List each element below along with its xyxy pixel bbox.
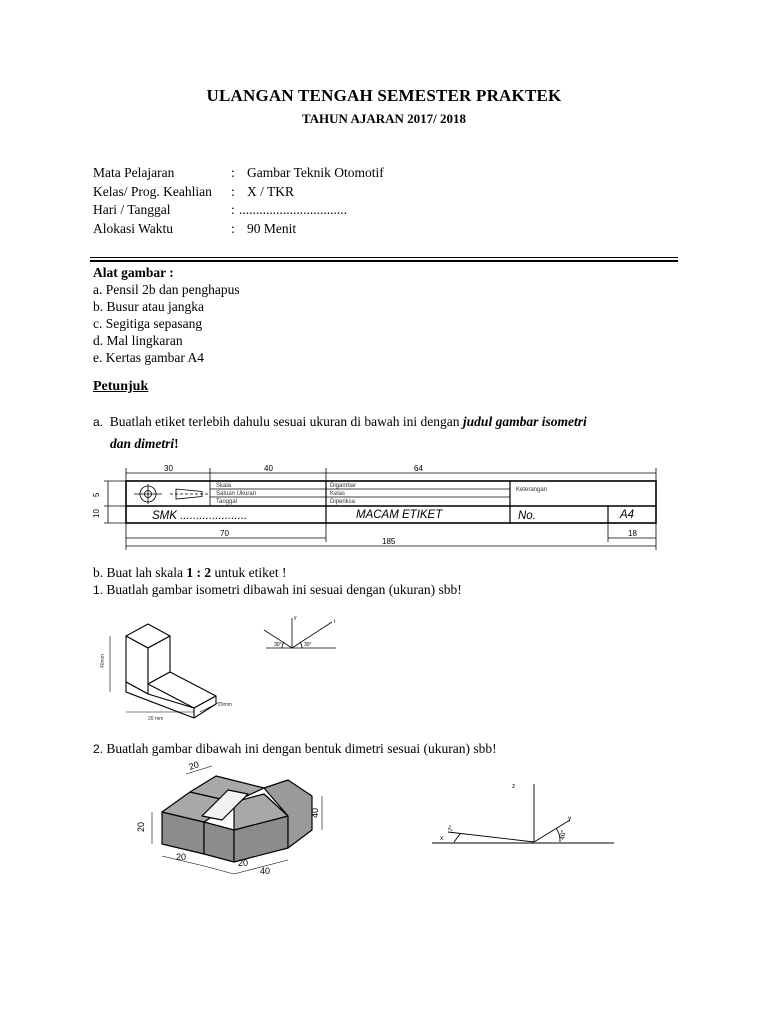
angle-label: 40° <box>559 829 568 841</box>
page-title: ULANGAN TENGAH SEMESTER PRAKTEK <box>206 86 562 105</box>
dim-label: 20 <box>136 821 146 832</box>
instruction-2 <box>93 741 497 757</box>
info-value: X / TKR <box>247 183 295 199</box>
dim-label: 185 <box>382 537 396 546</box>
cell-label: Keterangan <box>516 487 548 493</box>
etiket-school: SMK ..................... <box>152 510 248 522</box>
instruction-text: Buatlah gambar isometri dibawah ini sesuai dengan (ukuran) sbb! <box>106 582 462 597</box>
list-item: d. Mal lingkaran <box>93 333 183 348</box>
dim-label: 40 <box>310 807 320 818</box>
axis-label: z <box>512 783 516 790</box>
list-item: a. Pensil 2b dan penghapus <box>93 282 240 297</box>
divider <box>90 260 678 262</box>
list-item: e. Kertas gambar A4 <box>93 350 204 365</box>
axis-label: t <box>334 619 336 625</box>
info-label: Hari / Tanggal <box>93 202 171 217</box>
page-subtitle: TAHUN AJARAN 2017/ 2018 <box>301 111 467 126</box>
dim-label: 18 <box>628 529 637 538</box>
cell-label: Diperiksa <box>330 499 356 505</box>
axis-label: y <box>294 615 297 621</box>
list-item: b. Busur atau jangka <box>93 299 204 314</box>
tools-heading: Alat gambar : <box>93 265 174 280</box>
dim-label: 40 <box>260 866 271 876</box>
angle-label: 7° <box>447 824 457 833</box>
instruction-a: a. Buatlah etiket terlebih dahulu sesuai ukuran di bawah ini dengan judul gambar isometri dan dimetri! <box>93 414 587 451</box>
cell-label: Satuan Ukuran <box>216 491 257 497</box>
axis-label: y <box>568 815 572 822</box>
cell-label: Skala <box>216 483 232 489</box>
tools-list <box>93 264 240 366</box>
dim-label: 20 mm <box>148 716 164 722</box>
dim-label: 20mm <box>218 702 232 708</box>
isometric-axes-figure <box>256 612 346 656</box>
info-row-subject: Mata Pelajaran : Gambar Teknik Otomotif <box>93 164 384 183</box>
etiket-no: No. <box>518 510 536 522</box>
instruction-1 <box>93 582 462 598</box>
axis-label: x <box>440 835 444 842</box>
instruction-marker: a. <box>93 415 104 429</box>
divider <box>90 257 678 258</box>
dim-label: 5 <box>92 492 101 497</box>
dim-label: 20 <box>187 759 201 772</box>
instruction-b: b. Buat lah skala 1 : 2 untuk etiket ! <box>93 565 287 580</box>
etiket-drawing <box>90 462 670 552</box>
dim-label: 20 <box>238 858 249 868</box>
dim-label: 30 <box>164 464 173 473</box>
etiket-title: MACAM ETIKET <box>356 509 443 521</box>
instruction-text: Buatlah etiket terlebih dahulu sesuai ukuran di bawah ini dengan <box>109 414 460 429</box>
cell-label: Kelas <box>330 491 346 497</box>
instruction-text: Buatlah gambar dibawah ini dengan bentuk dimetri sesuai (ukuran) sbb! <box>106 741 497 756</box>
info-value: ................................ <box>239 202 347 217</box>
info-row-time: Alokasi Waktu : 90 Menit <box>93 220 384 239</box>
instruction-marker: 1. <box>93 583 104 597</box>
info-row-class: Kelas/ Prog. Keahlian : X / TKR <box>93 183 384 202</box>
dim-label: 40mm <box>100 654 106 668</box>
cell-label: Tanggal <box>216 499 238 505</box>
info-label: Alokasi Waktu <box>93 220 174 236</box>
info-value: Gambar Teknik Otomotif <box>247 165 384 180</box>
angle-label: 30° <box>274 642 282 648</box>
instructions-heading: Petunjuk <box>93 379 149 394</box>
dimetric-block-figure <box>138 758 338 880</box>
scale-value: 1 : 2 <box>186 565 212 580</box>
instruction-emphasis: judul gambar isometri <box>462 414 587 429</box>
instruction-emphasis: dan dimetri <box>110 436 175 451</box>
info-label: Mata Pelajaran <box>93 165 175 180</box>
cell-label: Digambar <box>330 483 357 489</box>
info-value: 90 Menit <box>247 220 297 236</box>
angle-label: 30° <box>304 642 312 648</box>
etiket-sheet: A4 <box>620 509 635 521</box>
instruction-marker: 2. <box>93 742 104 756</box>
isometric-lbracket-figure <box>96 608 236 722</box>
list-item: c. Segitiga sepasang <box>93 316 203 331</box>
info-label: Kelas/ Prog. Keahlian <box>93 183 212 199</box>
dim-label: 70 <box>220 529 229 538</box>
dim-label: 10 <box>92 509 101 518</box>
dim-label: 20 <box>176 852 187 862</box>
dim-label: 40 <box>264 464 273 473</box>
exam-info <box>93 164 384 238</box>
dimetric-axes-figure <box>428 778 618 858</box>
info-row-date: Hari / Tanggal : ................................ <box>93 201 384 220</box>
dim-label: 64 <box>414 464 423 473</box>
